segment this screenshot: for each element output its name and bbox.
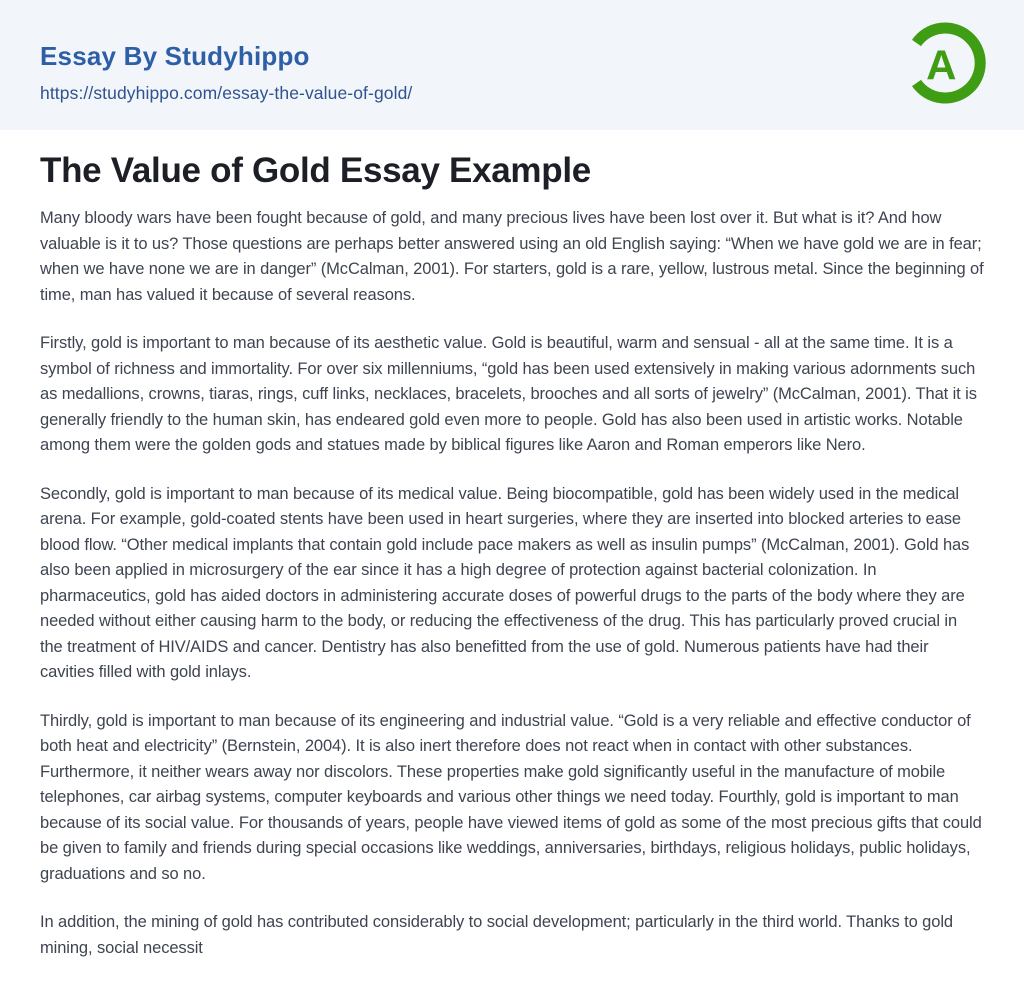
header-branding [40,36,412,104]
article-title: The Value of Gold Essay Example [40,151,591,190]
article-paragraph: Firstly, gold is important to man because of its aesthetic value. Gold is beautiful, warm and sensual - all at the same time. It is a symbol of richness and immortality. For over six millenniums, “gold has been used extensively in making various adornments such as medallions, crowns, tiaras, rings, cuff links, necklaces, bracelets, brooches and all sorts of jewelry” (McCalman, 2001). That it is generally friendly to the human skin, has endeared gold even more to people. Gold has also been used in artistic works. Notable among them were the golden gods and statues made by biblical figures like Aaron and Roman emperors like Nero. [40,334,977,455]
article-body [40,206,984,961]
article-paragraph: Thirdly, gold is important to man because of its engineering and industrial value. “Gold is a very reliable and effective conductor of both heat and electricity” (Bernstein, 2004). It is also inert therefore does not react when in contact with other substances. Furthermore, it neither wears away nor discolors. These properties make gold significantly useful in the manufacture of mobile telephones, car airbag systems, computer keyboards and various other things we need today. Fourthly, gold is important to man because of its social value. For thousands of years, people have viewed items of gold as some of the most precious gifts that could be given to family and friends during special occasions like weddings, anniversaries, birthdays, religious holidays, public holidays, graduations and so no. [40,711,982,883]
article-paragraph: In addition, the mining of gold has contributed considerably to social development; particularly in the third world. Thanks to gold mining, social necessit [40,913,953,957]
article-paragraph: Many bloody wars have been fought because of gold, and many precious lives have been lost over it. But what is it? And how valuable is it to us? Those questions are perhaps better answered using an old English saying: “When we have gold we are in fear; when we have none we are in danger” (McCalman, 2001). For starters, gold is a rare, yellow, lustrous metal. Since the beginning of time, man has valued it because of several reasons. [40,209,984,304]
studyhippo-logo[interactable] [904,22,986,104]
article-content [0,130,1024,961]
site-label: Essay By Studyhippo [40,41,310,71]
article-paragraph: Secondly, gold is important to man because of its medical value. Being biocompatible, gold has been widely used in the medical arena. For example, gold-coated stents have been used in heart surgeries, where they are inserted into blocked arteries to ease blood flow. “Other medical implants that contain gold include pace makers as well as insulin pumps” (McCalman, 2001). Gold has also been applied in microsurgery of the ear since it has a high degree of protection against bacterial colonization. In pharmaceutics, gold has aided doctors in administering accurate doses of powerful drugs to the parts of the body where they are needed without either causing harm to the body, or reducing the effectiveness of the drug. This has particularly proved crucial in the treatment of HIV/AIDS and cancer. Dentistry has also benefitted from the use of gold. Numerous patients have had their cavities filled with gold inlays. [40,484,970,682]
page-header [0,0,1024,130]
page-url-link[interactable]: https://studyhippo.com/essay-the-value-of-gold/ [40,82,413,103]
logo-letter: A [926,41,957,89]
